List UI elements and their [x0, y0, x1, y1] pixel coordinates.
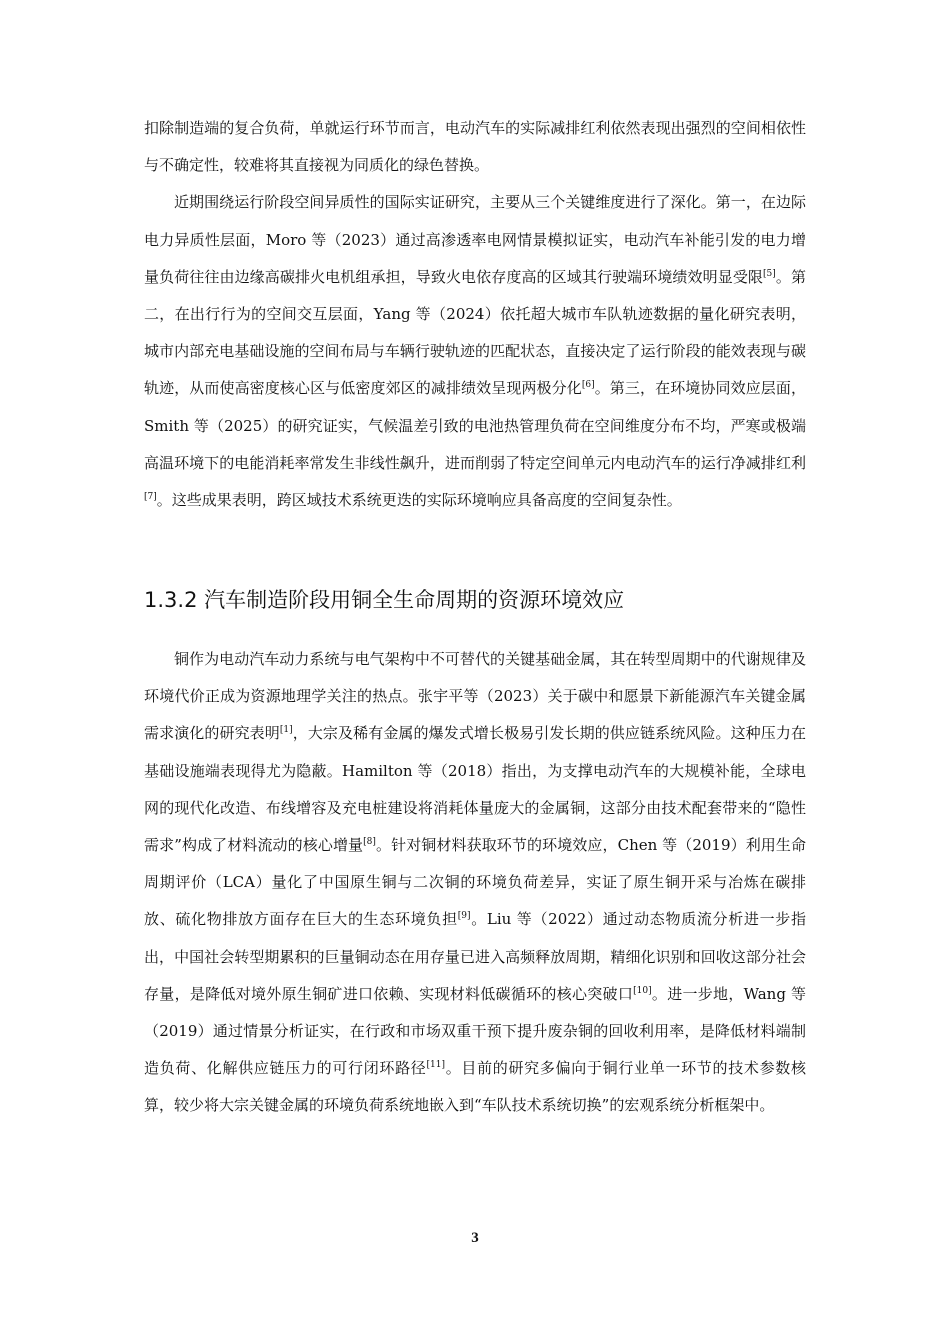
citation-ref: [10] — [633, 985, 652, 996]
section-heading: 1.3.2 汽车制造阶段用铜全生命周期的资源环境效应 — [144, 588, 625, 612]
paragraph — [144, 641, 806, 1125]
citation-ref: [8] — [363, 837, 376, 848]
paragraph-text: ，大宗及稀有金属的爆发式增长极易引发长期的供应链系统风险。这种压力在基础设施端表现得尤为隐蔽。Hamilton 等（2018）指出，为支撑电动汽车的大规模补能，全球电网的现代化改造、布线增容及充电桩建设将消耗体量庞大的金属铜，这部分由技术配套带来的“隐性需求”构成了材料流动的核心增量 — [144, 724, 806, 855]
paragraph-text: 。第二，在出行行为的空间交互层面，Yang 等（2024）依托超大城市车队轨迹数据的量化研究表明，城市内部充电基础设施的空间布局与车辆行驶轨迹的匹配状态，直接决定了运行阶段的能效表现与碳轨迹，从而使高密度核心区与低密度郊区的减排绩效呈现两极分化 — [144, 267, 806, 398]
citation-ref: [9] — [457, 911, 471, 922]
citation-ref: [7] — [144, 492, 157, 503]
paragraph-text: 。Liu 等（2022）通过动态物质流分析进一步指出，中国社会转型期累积的巨量铜动态在用存量已进入高频释放周期，精细化识别和回收这部分社会存量，是降低对境外原生铜矿进口依赖、实现材料低碳循环的核心突破口 — [144, 910, 806, 1003]
paragraph-text: 。第三，在环境协同效应层面，Smith 等（2025）的研究证实，气候温差引致的电池热管理负荷在空间维度分布不均，严寒或极端高温环境下的电能消耗率常发生非线性飙升，进而削弱了特定空间单元内电动汽车的运行净减排红利 — [144, 379, 806, 472]
body-text-top — [144, 110, 806, 519]
citation-ref: [11] — [426, 1060, 445, 1071]
page-number: 3 — [471, 1230, 479, 1246]
paragraph-text: 。进一步地，Wang 等（2019）通过情景分析证实，在行政和市场双重干预下提升废杂铜的回收利用率，是降低材料端制造负荷、化解供应链压力的可行闭环路径 — [144, 984, 806, 1078]
body-text-bottom — [144, 641, 806, 1125]
citation-ref: [6] — [581, 380, 595, 391]
citation-ref: [5] — [763, 268, 776, 279]
paragraph-text: 扣除制造端的复合负荷，单就运行环节而言，电动汽车的实际减排红利依然表现出强烈的空间相依性与不确定性，较难将其直接视为同质化的绿色替换。 — [144, 119, 806, 175]
paragraph-text: 。这些成果表明，跨区域技术系统更迭的实际环境响应具备高度的空间复杂性。 — [156, 491, 682, 510]
paragraph-text: 。目前的研究多偏向于铜行业单一环节的技术参数核算，较少将大宗关键金属的环境负荷系统地嵌入到“车队技术系统切换”的宏观系统分析框架中。 — [144, 1059, 806, 1115]
paragraph — [144, 184, 806, 519]
citation-ref: [1] — [279, 725, 293, 736]
paragraph-text: 铜作为电动汽车动力系统与电气架构中不可替代的关键基础金属，其在转型周期中的代谢规律及环境代价正成为资源地理学关注的热点。张宇平等（2023）关于碳中和愿景下新能源汽车关键金属需求演化的研究表明 — [144, 650, 806, 743]
paragraph — [144, 110, 806, 184]
paragraph-text: 近期围绕运行阶段空间异质性的国际实证研究，主要从三个关键维度进行了深化。第一，在边际电力异质性层面，Moro 等（2023）通过高渗透率电网情景模拟证实，电动汽车补能引发的电力增量负荷往往由边缘高碳排火电机组承担，导致火电依存度高的区域其行驶端环境绩效明显受限 — [144, 193, 806, 286]
paragraph-text: 。针对铜材料获取环节的环境效应，Chen 等（2019）利用生命周期评价（LCA）量化了中国原生铜与二次铜的环境负荷差异，实证了原生铜开采与冶炼在碳排放、硫化物排放方面存在巨大的生态环境负担 — [144, 836, 806, 929]
